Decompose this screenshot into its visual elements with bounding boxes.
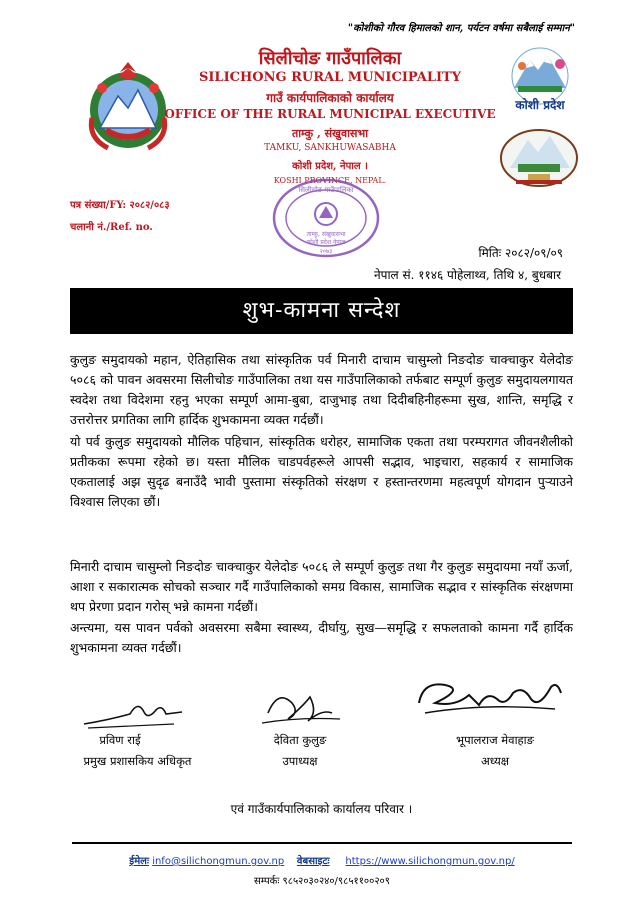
footer-divider: [72, 842, 572, 844]
dispatch-number: चलानी नं./Ref. no.: [70, 222, 153, 233]
official-stamp-icon: [270, 176, 382, 260]
email-link[interactable]: info@silichongmun.gov.np: [152, 856, 285, 867]
province-np: कोशी प्रदेश, नेपाल ।: [292, 161, 368, 172]
signatory-1-title: प्रमुख प्रशासकिय अधिकृत: [83, 754, 192, 768]
paragraph-4: अन्त्यमा, यस पावन पर्वको अवसरमा सबैमा स्वास्थ्य, दीर्घायु, सुख—समृद्धि र सफलताको कामना गर्दै हार्दिक शुभकामना व्यक्त गर्दछौं।: [70, 620, 573, 655]
website-link[interactable]: https://www.silichongmun.gov.np/: [345, 856, 515, 867]
office-name-en: OFFICE OF THE RURAL MUNICIPAL EXECUTIVE: [164, 107, 496, 121]
title-banner: शुभ-कामना सन्देश: [70, 288, 573, 334]
letter-number: पत्र संख्या/FY: २०८२/०८३: [70, 200, 170, 211]
paragraph-1: कुलुङ समुदायको महान, ऐतिहासिक तथा सांस्कृतिक पर्व मिनारी दाचाम चासुम्लो निङदोङ चाक्चाकुर येलेदोङ ५०८६ को पावन अवसरमा सिलीचोङ गाउँपालिका तथा यस गाउँपालिकाको तर्फबाट सम्पूर्ण कुलुङ समुदायलगायत स्वदेश तथा विदेशमा रहनु भएका सम्पूर्ण आमा-बुबा, दाजुभाइ तथा दिदीबहिनीहरूमा सुख, शान्ति, समृद्धि र उत्तरोत्तर प्रगतिका लागि हार्दिक शुभकामना व्यक्त गर्दछौं।: [70, 352, 573, 427]
office-name-np: गाउँ कार्यपालिकाको कार्यालय: [266, 91, 394, 105]
email-label: ईमेलः: [129, 856, 149, 867]
municipality-name-en: SILICHONG RURAL MUNICIPALITY: [198, 70, 462, 85]
municipality-logo-icon: [498, 128, 580, 188]
footer-phone: सम्पर्कः ९८५२०३०२४०/९८५११००२०९: [254, 876, 390, 887]
signature-2-icon: [248, 683, 358, 729]
signatory-2-name: देविता कुलुङ: [273, 733, 327, 747]
date-line: मितिः २०८२/०९/०९: [478, 246, 563, 260]
paragraph-3: मिनारी दाचाम चासुम्लो निङदोङ चाक्चाकुर येलेदोङ ५०८६ ले सम्पूर्ण कुलुङ तथा गैर कुलुङ समुदायमा नयाँ ऊर्जा, आशा र सकारात्मक सोचको सञ्चार गर्दै गाउँपालिकाको समग्र विकास, सामाजिक सद्भाव र सांस्कृतिक संरक्षणमा थप प्रेरणा प्रदान गरोस् भन्ने कामना गर्दछौं।: [70, 559, 573, 614]
svg-text:ताम्कु, संखुवासभा: ताम्कु, संखुवासभा: [306, 231, 346, 238]
address-np: ताम्कु , संखुवासभा: [291, 127, 369, 140]
signatory-3-name: भूपालराज मेवाहाङ: [456, 733, 534, 747]
paragraph-2: यो पर्व कुलुङ समुदायको मौलिक पहिचान, सांस्कृतिक धरोहर, सामाजिक एकता तथा परम्परागत जीवनशैलीको प्रतीकका रूपमा रहेको छ। यस्ता मौलिक चाडपर्वहरूले आपसी सद्भाव, भाइचारा, सहकार्य र सामाजिक एकतालाई अझ सुदृढ बनाउँदै भावी पुस्तामा संस्कृतिको संरक्षण र हस्तान्तरणमा महत्वपूर्ण योगदान पुऱ्याउने विश्वास लिएका छौं।: [70, 434, 573, 509]
footer-contact: [72, 853, 572, 867]
slogan: "कोशीको गौरव हिमालको शान, पर्यटन वर्षमा सबैलाई सम्मान": [347, 23, 575, 34]
province-en: KOSHI PROVINCE, NEPAL.: [273, 176, 387, 185]
signatory-3-title: अध्यक्ष: [480, 754, 510, 768]
signature-3-icon: [405, 673, 570, 727]
address-en: TAMKU, SANKHUWASABHA: [264, 143, 396, 153]
municipality-name-np: सिलीचोङ गाउँपालिका: [258, 48, 402, 69]
svg-text:२०७३: २०७३: [319, 248, 333, 255]
website-label: वेबसाइटः: [296, 856, 330, 867]
svg-text:कोशी प्रदेश नेपाल: कोशी प्रदेश नेपाल: [306, 239, 346, 246]
signature-1-icon: [78, 690, 188, 736]
koshi-province-label: कोशी प्रदेश: [515, 98, 565, 112]
svg-text:सिलीचोङ गाउँपालिका: सिलीचोङ गाउँपालिका: [298, 186, 354, 194]
office-family-line: एवं गाउँकार्यपालिकाको कार्यालय परिवार ।: [230, 802, 413, 816]
signatory-1-name: प्रविण राई: [99, 733, 141, 747]
signatory-2-title: उपाध्यक्ष: [282, 754, 318, 768]
nepal-sambat-date: नेपाल सं. ११४६ पोहेलाथ्व, तिथि ४, बुधबार: [373, 268, 561, 282]
